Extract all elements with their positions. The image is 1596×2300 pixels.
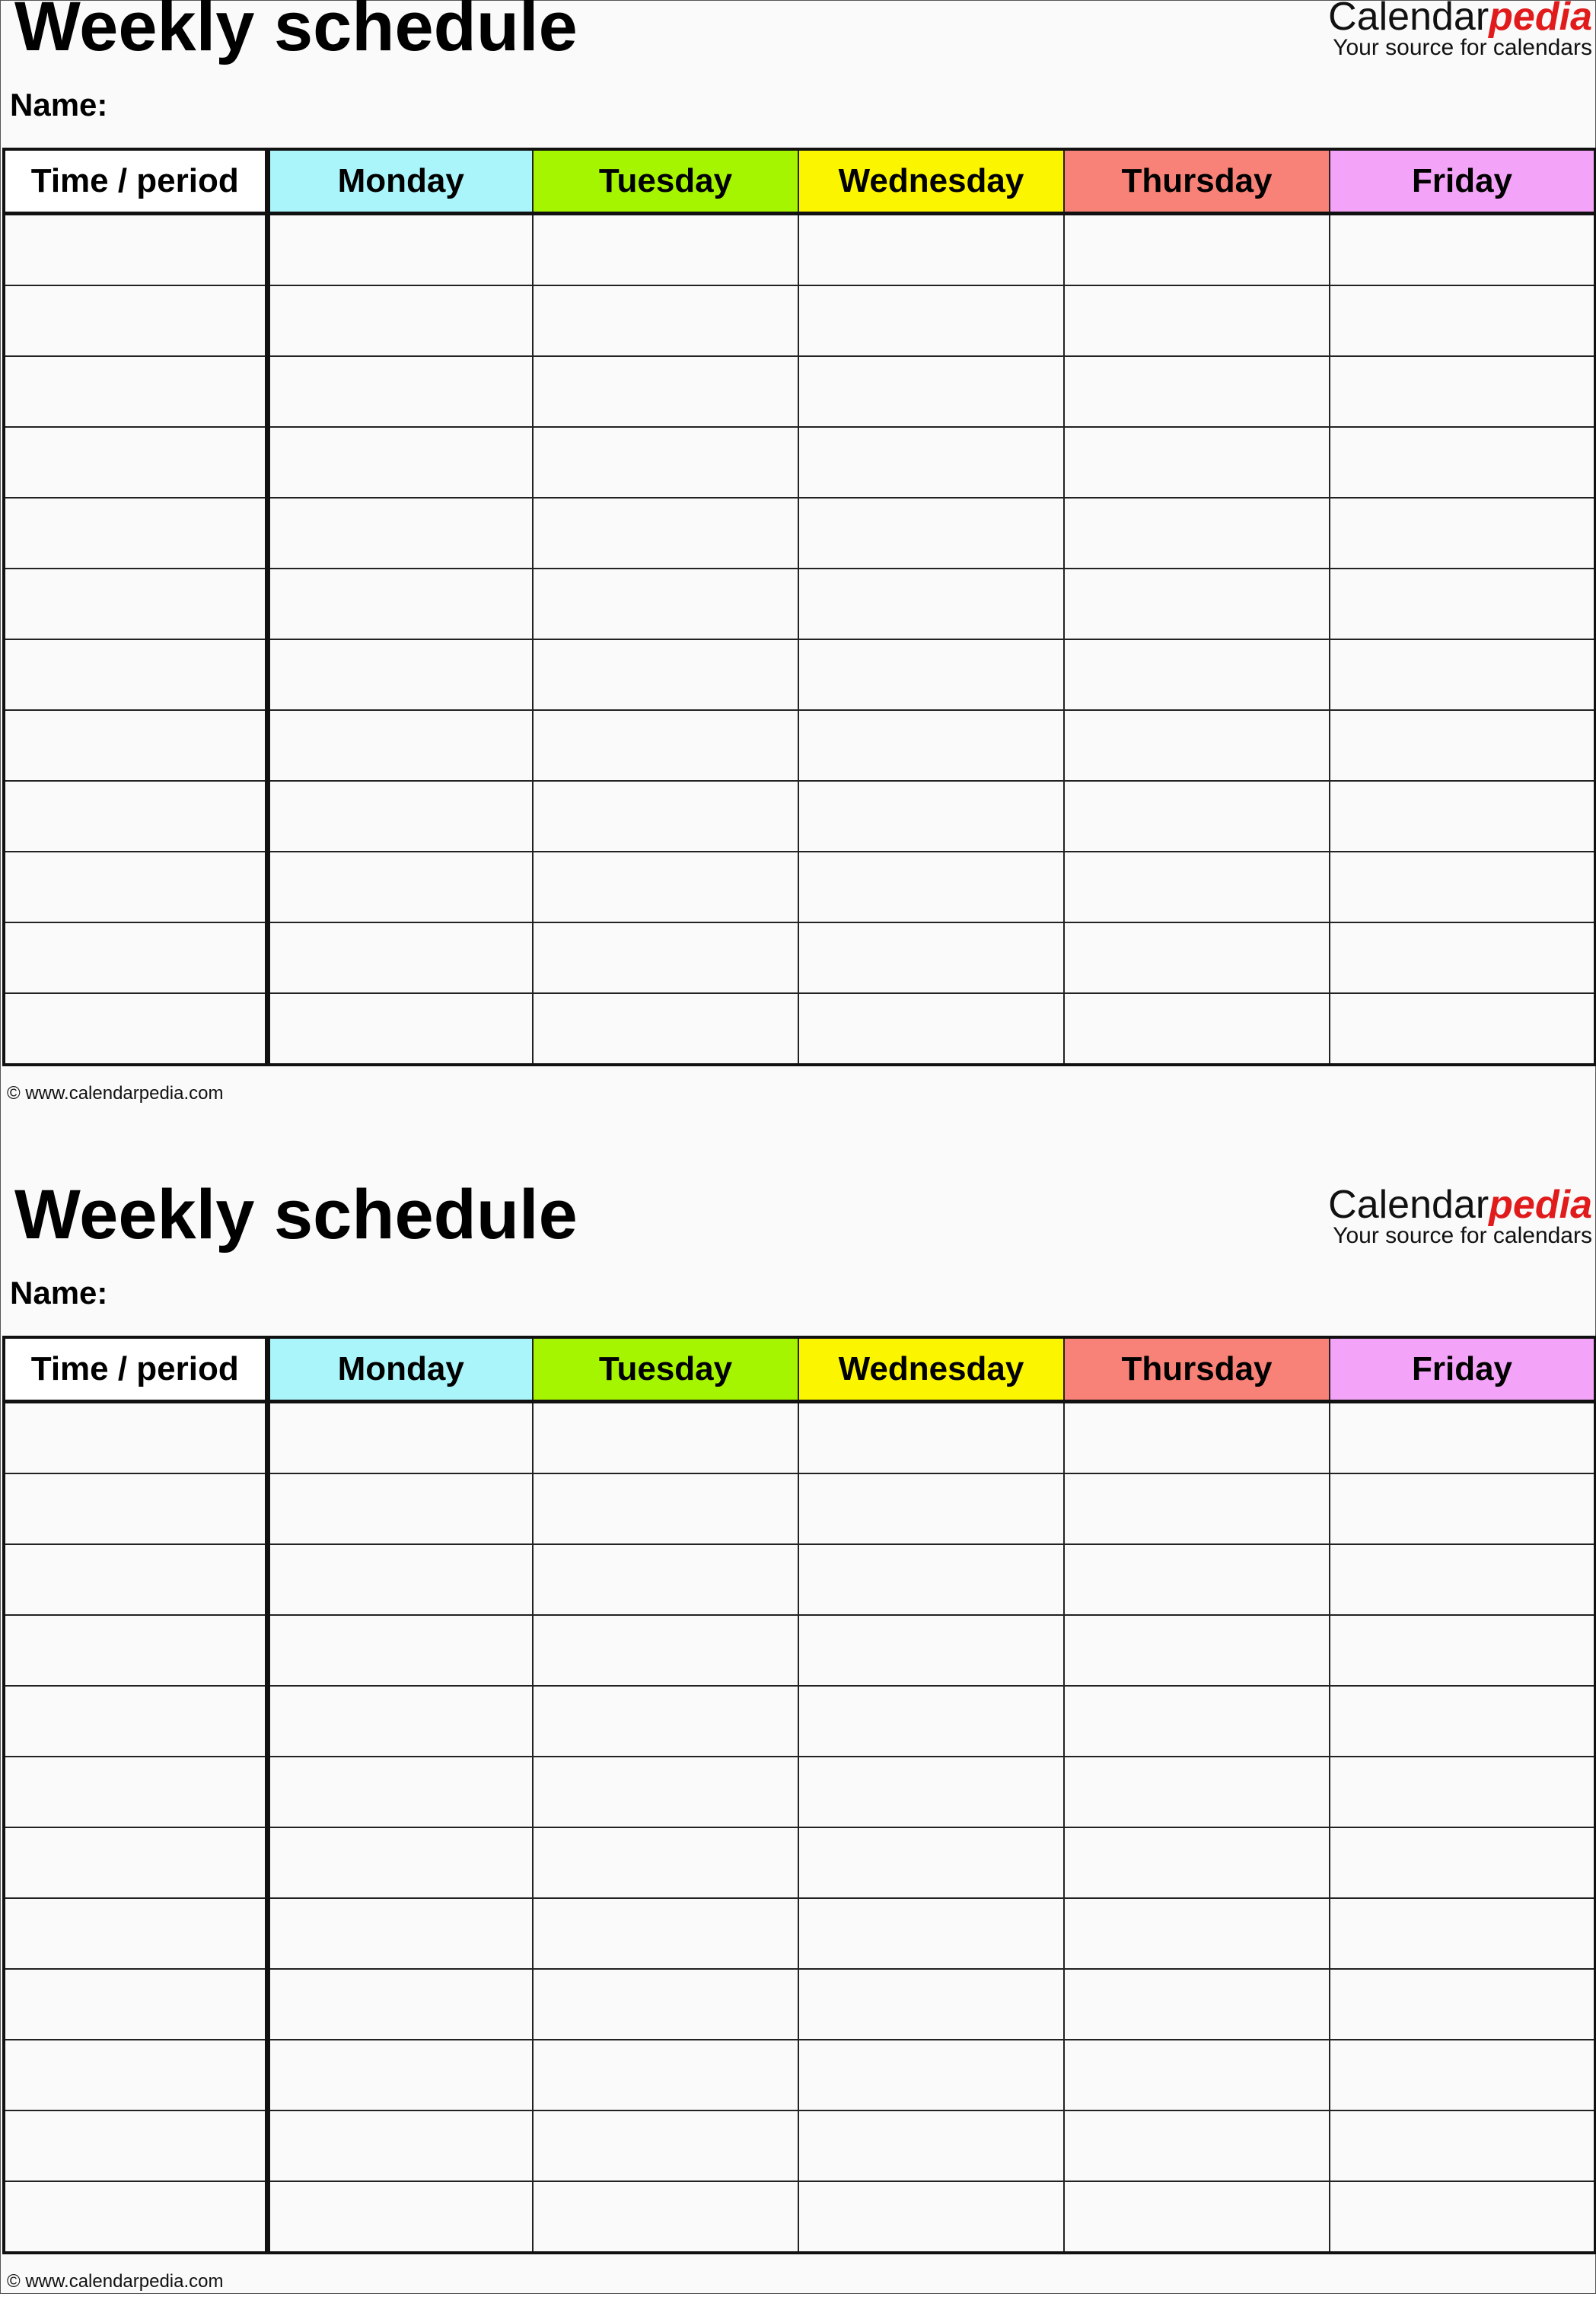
schedule-cell-thursday[interactable] [1064,993,1330,1065]
schedule-cell-tuesday[interactable] [533,2181,798,2253]
header-row [4,1337,1595,1402]
logo-wordmark [1328,1184,1592,1226]
schedule-cell-monday[interactable] [267,1827,533,1898]
schedule-cell-wednesday[interactable] [798,1969,1064,2040]
table-row [4,1757,1595,1827]
schedule-cell-wednesday[interactable] [798,2110,1064,2181]
schedule-cell-thursday[interactable] [1064,427,1330,498]
schedule-cell-wednesday[interactable] [798,1686,1064,1757]
copyright-footer: © www.calendarpedia.com [7,2271,224,2292]
schedule-cell-tuesday[interactable] [533,1757,798,1827]
schedule-cell-thursday[interactable] [1064,1757,1330,1827]
schedule-cell-thursday[interactable] [1064,1544,1330,1615]
logo-main: Calendar [1328,1183,1489,1227]
schedule-cell-friday[interactable] [1330,1969,1595,2040]
table-row [4,1615,1595,1686]
day-header-friday: Friday [1330,149,1595,214]
schedule-table [2,1336,1596,2254]
time-period-cell[interactable] [4,1473,267,1544]
schedule-cell-friday[interactable] [1330,852,1595,922]
schedule-cell-friday[interactable] [1330,1686,1595,1757]
time-period-cell[interactable] [4,569,267,639]
schedule-cell-tuesday[interactable] [533,427,798,498]
schedule-cell-wednesday[interactable] [798,1473,1064,1544]
schedule-cell-wednesday[interactable] [798,427,1064,498]
time-period-cell[interactable] [4,1757,267,1827]
schedule-cell-tuesday[interactable] [533,993,798,1065]
schedule-cell-friday[interactable] [1330,214,1595,286]
schedule-cell-thursday[interactable] [1064,922,1330,993]
schedule-cell-tuesday[interactable] [533,1827,798,1898]
time-period-cell[interactable] [4,2110,267,2181]
time-period-cell[interactable] [4,214,267,286]
schedule-cell-friday[interactable] [1330,1827,1595,1898]
table-row [4,922,1595,993]
schedule-cell-tuesday[interactable] [533,781,798,852]
time-period-cell[interactable] [4,427,267,498]
schedule-cell-tuesday[interactable] [533,710,798,781]
table-row [4,2110,1595,2181]
schedule-cell-wednesday[interactable] [798,214,1064,286]
schedule-cell-wednesday[interactable] [798,285,1064,356]
day-header-wednesday: Wednesday [798,1337,1064,1402]
schedule-cell-tuesday[interactable] [533,852,798,922]
page-title: Weekly schedule [14,0,578,65]
schedule-cell-wednesday[interactable] [798,356,1064,427]
schedule-table [2,148,1596,1066]
time-period-cell[interactable] [4,922,267,993]
day-header-thursday: Thursday [1064,149,1330,214]
schedule-body [4,214,1595,1066]
schedule-cell-wednesday[interactable] [798,498,1064,569]
table-row [4,1473,1595,1544]
logo-wordmark [1328,0,1592,38]
day-header-tuesday: Tuesday [533,1337,798,1402]
schedule-cell-friday[interactable] [1330,993,1595,1065]
schedule-cell-monday[interactable] [267,781,533,852]
schedule-cell-friday[interactable] [1330,781,1595,852]
weekly-schedule-1 [1,1,1596,1112]
time-period-cell[interactable] [4,1898,267,1969]
schedule-cell-wednesday[interactable] [798,1898,1064,1969]
schedule-cell-monday[interactable] [267,852,533,922]
schedule-cell-tuesday[interactable] [533,285,798,356]
table-row [4,2040,1595,2110]
schedule-cell-monday[interactable] [267,498,533,569]
logo-tagline: Your source for calendars [1333,1222,1592,1248]
table-row [4,1544,1595,1615]
table-row [4,356,1595,427]
schedule-cell-friday[interactable] [1330,1402,1595,1474]
schedule-cell-thursday[interactable] [1064,1615,1330,1686]
time-period-cell[interactable] [4,2181,267,2253]
schedule-cell-friday[interactable] [1330,1898,1595,1969]
schedule-cell-friday[interactable] [1330,285,1595,356]
schedule-cell-thursday[interactable] [1064,2181,1330,2253]
schedule-cell-monday[interactable] [267,569,533,639]
table-row [4,781,1595,852]
day-header-monday: Monday [267,1337,533,1402]
schedule-cell-wednesday[interactable] [798,1827,1064,1898]
name-label: Name: [10,1275,108,1311]
weekly-schedule-2 [1,1176,1596,2300]
schedule-cell-wednesday[interactable] [798,993,1064,1065]
table-row [4,1402,1595,1474]
time-period-cell[interactable] [4,356,267,427]
schedule-cell-friday[interactable] [1330,569,1595,639]
schedule-cell-tuesday[interactable] [533,1544,798,1615]
table-row [4,498,1595,569]
logo-accent: pedia [1489,1183,1592,1227]
time-period-header: Time / period [4,149,267,214]
day-header-monday: Monday [267,149,533,214]
schedule-cell-thursday[interactable] [1064,356,1330,427]
logo-accent: pedia [1489,0,1592,39]
schedule-cell-monday[interactable] [267,1969,533,2040]
table-row [4,639,1595,710]
schedule-cell-friday[interactable] [1330,2181,1595,2253]
time-period-cell[interactable] [4,498,267,569]
calendarpedia-logo [1328,1184,1592,1247]
page-title: Weekly schedule [14,1176,578,1254]
schedule-cell-thursday[interactable] [1064,214,1330,286]
schedule-cell-monday[interactable] [267,1615,533,1686]
schedule-cell-tuesday[interactable] [533,498,798,569]
schedule-cell-friday[interactable] [1330,427,1595,498]
schedule-cell-friday[interactable] [1330,1544,1595,1615]
schedule-cell-tuesday[interactable] [533,1898,798,1969]
schedule-cell-tuesday[interactable] [533,1686,798,1757]
table-row [4,710,1595,781]
time-period-cell[interactable] [4,852,267,922]
table-row [4,285,1595,356]
table-row [4,1686,1595,1757]
schedule-cell-tuesday[interactable] [533,214,798,286]
schedule-cell-friday[interactable] [1330,1757,1595,1827]
schedule-cell-monday[interactable] [267,356,533,427]
schedule-cell-thursday[interactable] [1064,1686,1330,1757]
header-row [4,149,1595,214]
schedule-cell-wednesday[interactable] [798,710,1064,781]
schedule-cell-thursday[interactable] [1064,639,1330,710]
schedule-cell-thursday[interactable] [1064,285,1330,356]
time-period-cell[interactable] [4,639,267,710]
schedule-cell-monday[interactable] [267,285,533,356]
time-period-cell[interactable] [4,2040,267,2110]
schedule-cell-friday[interactable] [1330,922,1595,993]
schedule-cell-monday[interactable] [267,922,533,993]
schedule-cell-monday[interactable] [267,1473,533,1544]
schedule-cell-monday[interactable] [267,2040,533,2110]
schedule-cell-friday[interactable] [1330,1615,1595,1686]
schedule-cell-monday[interactable] [267,1544,533,1615]
time-period-header: Time / period [4,1337,267,1402]
table-row [4,1827,1595,1898]
schedule-cell-monday[interactable] [267,2110,533,2181]
schedule-cell-thursday[interactable] [1064,1473,1330,1544]
schedule-cell-tuesday[interactable] [533,1615,798,1686]
table-row [4,2181,1595,2253]
time-period-cell[interactable] [4,1544,267,1615]
schedule-cell-wednesday[interactable] [798,1615,1064,1686]
schedule-cell-thursday[interactable] [1064,498,1330,569]
time-period-cell[interactable] [4,1615,267,1686]
schedule-cell-tuesday[interactable] [533,356,798,427]
schedule-cell-wednesday[interactable] [798,1757,1064,1827]
logo-tagline: Your source for calendars [1333,34,1592,60]
schedule-cell-wednesday[interactable] [798,639,1064,710]
schedule-cell-friday[interactable] [1330,2040,1595,2110]
table-row [4,993,1595,1065]
schedule-cell-monday[interactable] [267,993,533,1065]
schedule-cell-friday[interactable] [1330,356,1595,427]
schedule-cell-tuesday[interactable] [533,922,798,993]
schedule-cell-thursday[interactable] [1064,2110,1330,2181]
schedule-cell-wednesday[interactable] [798,781,1064,852]
table-row [4,214,1595,286]
schedule-cell-wednesday[interactable] [798,1544,1064,1615]
schedule-cell-friday[interactable] [1330,498,1595,569]
time-period-cell[interactable] [4,781,267,852]
schedule-cell-wednesday[interactable] [798,2040,1064,2110]
schedule-cell-tuesday[interactable] [533,2110,798,2181]
schedule-cell-thursday[interactable] [1064,1898,1330,1969]
logo-main: Calendar [1328,0,1489,39]
schedule-cell-thursday[interactable] [1064,1402,1330,1474]
schedule-cell-friday[interactable] [1330,2110,1595,2181]
table-row [4,1898,1595,1969]
time-period-cell[interactable] [4,993,267,1065]
schedule-cell-thursday[interactable] [1064,852,1330,922]
schedule-cell-monday[interactable] [267,710,533,781]
schedule-cell-wednesday[interactable] [798,569,1064,639]
schedule-cell-monday[interactable] [267,427,533,498]
schedule-cell-thursday[interactable] [1064,1969,1330,2040]
schedule-cell-tuesday[interactable] [533,1402,798,1474]
schedule-cell-tuesday[interactable] [533,2040,798,2110]
schedule-cell-monday[interactable] [267,2181,533,2253]
schedule-cell-monday[interactable] [267,1898,533,1969]
schedule-cell-wednesday[interactable] [798,852,1064,922]
table-row [4,427,1595,498]
schedule-cell-tuesday[interactable] [533,639,798,710]
time-period-cell[interactable] [4,1686,267,1757]
calendarpedia-logo [1328,0,1592,59]
day-header-thursday: Thursday [1064,1337,1330,1402]
schedule-cell-tuesday[interactable] [533,569,798,639]
time-period-cell[interactable] [4,710,267,781]
schedule-cell-monday[interactable] [267,214,533,286]
schedule-cell-tuesday[interactable] [533,1473,798,1544]
schedule-body [4,1402,1595,2254]
time-period-cell[interactable] [4,1827,267,1898]
schedule-cell-thursday[interactable] [1064,569,1330,639]
day-header-wednesday: Wednesday [798,149,1064,214]
schedule-cell-thursday[interactable] [1064,1827,1330,1898]
time-period-cell[interactable] [4,1402,267,1474]
schedule-cell-monday[interactable] [267,639,533,710]
time-period-cell[interactable] [4,1969,267,2040]
schedule-cell-thursday[interactable] [1064,781,1330,852]
schedule-cell-monday[interactable] [267,1757,533,1827]
schedule-cell-thursday[interactable] [1064,710,1330,781]
copyright-footer: © www.calendarpedia.com [7,1083,224,1104]
name-label: Name: [10,87,108,123]
table-row [4,852,1595,922]
schedule-cell-friday[interactable] [1330,639,1595,710]
schedule-cell-monday[interactable] [267,1402,533,1474]
schedule-cell-friday[interactable] [1330,1473,1595,1544]
time-period-cell[interactable] [4,285,267,356]
day-header-tuesday: Tuesday [533,149,798,214]
table-row [4,569,1595,639]
schedule-cell-tuesday[interactable] [533,1969,798,2040]
schedule-cell-wednesday[interactable] [798,1402,1064,1474]
schedule-cell-wednesday[interactable] [798,2181,1064,2253]
schedule-cell-wednesday[interactable] [798,922,1064,993]
schedule-cell-thursday[interactable] [1064,2040,1330,2110]
schedule-cell-monday[interactable] [267,1686,533,1757]
table-row [4,1969,1595,2040]
day-header-friday: Friday [1330,1337,1595,1402]
schedule-cell-friday[interactable] [1330,710,1595,781]
